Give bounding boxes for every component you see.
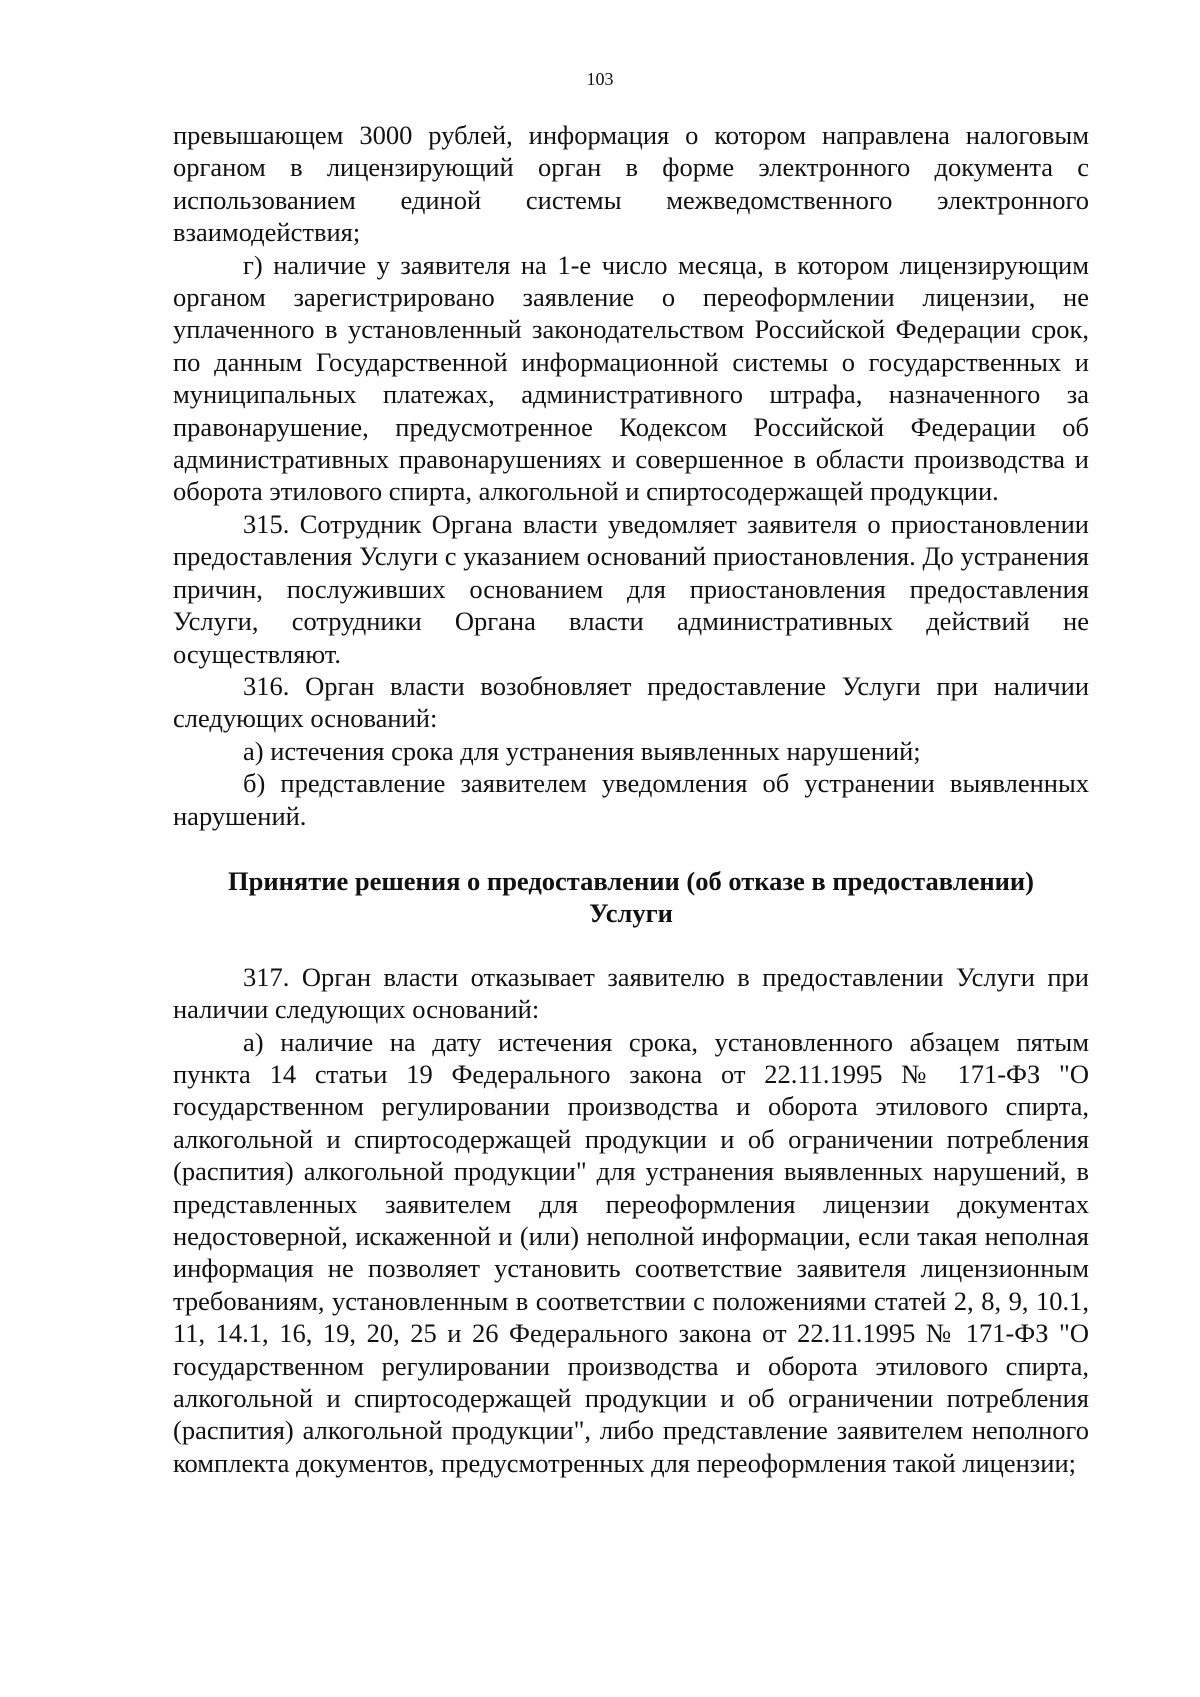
paragraph: а) наличие на дату истечения срока, установленного абзацем пятым пункта 14 статьи 19 Федерального закона от 22.11.1995 № 171-ФЗ "О государственном регулировании производства и оборота этилового спирта, алкогольной и спиртосодержащей продукции и об ограничении потребления (распития) алкогольной продукции" для устранения выявленных нарушений, в представленных заявителем для переоформления лицензии документах недостоверной, искаженной и (или) неполной информации, если такая неполная информация не позволяет установить соответствие заявителя лицензионным требованиям, установленным в соответствии с положениями статей 2, 8, 9, 10.1, 11, 14.1, 16, 19, 20, 25 и 26 Федерального закона от 22.11.1995 № 171-ФЗ "О государственном регулировании производства и оборота этилового спирта, алкогольной и спиртосодержащей продукции и об ограничении потребления (распития) алкогольной продукции", либо представление заявителем неполного комплекта документов, предусмотренных для переоформления такой лицензии; <box>173 1026 1089 1478</box>
paragraph: 316. Орган власти возобновляет предоставление Услуги при наличии следующих оснований: <box>173 670 1089 734</box>
paragraph: 317. Орган власти отказывает заявителю в предоставлении Услуги при наличии следующих оснований: <box>173 961 1089 1025</box>
paragraphs-before <box>173 119 1089 832</box>
section-heading <box>173 865 1089 930</box>
paragraph: г) наличие у заявителя на 1-е число месяца, в котором лицензирующим органом зарегистрировано заявление о переоформлении лицензии, не уплаченного в установленный законодательством Российской Федерации срок, по данным Государственной информационной системы о государственных и муниципальных платежах, административного штрафа, назначенного за правонарушение, предусмотренное Кодексом Российской Федерации об административных правонарушениях и совершенное в области производства и оборота этилового спирта, алкогольной и спиртосодержащей продукции. <box>173 249 1089 507</box>
paragraph: а) истечения срока для устранения выявленных нарушений; <box>243 735 921 766</box>
page-number: 103 <box>586 69 614 89</box>
section-heading-line-1: Принятие решения о предоставлении (об отказе в предоставлении) <box>228 865 1034 896</box>
paragraphs-after <box>173 961 1089 1480</box>
document-body <box>173 119 1089 1479</box>
paragraph: б) представление заявителем уведомления об устранении выявленных нарушений. <box>173 768 1089 831</box>
section-heading-line-2: Услуги <box>589 898 673 929</box>
paragraph: превышающем 3000 рублей, информация о котором направлена налоговым органом в лицензирующий орган в форме электронного документа с использованием единой системы межведомственного электронного взаимодействия; <box>173 120 1089 248</box>
paragraph: 315. Сотрудник Органа власти уведомляет заявителя о приостановлении предоставления Услуги с указанием оснований приостановления. До устранения причин, послуживших основанием для приостановления предоставления Услуги, сотрудники Органа власти административных действий не осуществляют. <box>173 508 1089 669</box>
